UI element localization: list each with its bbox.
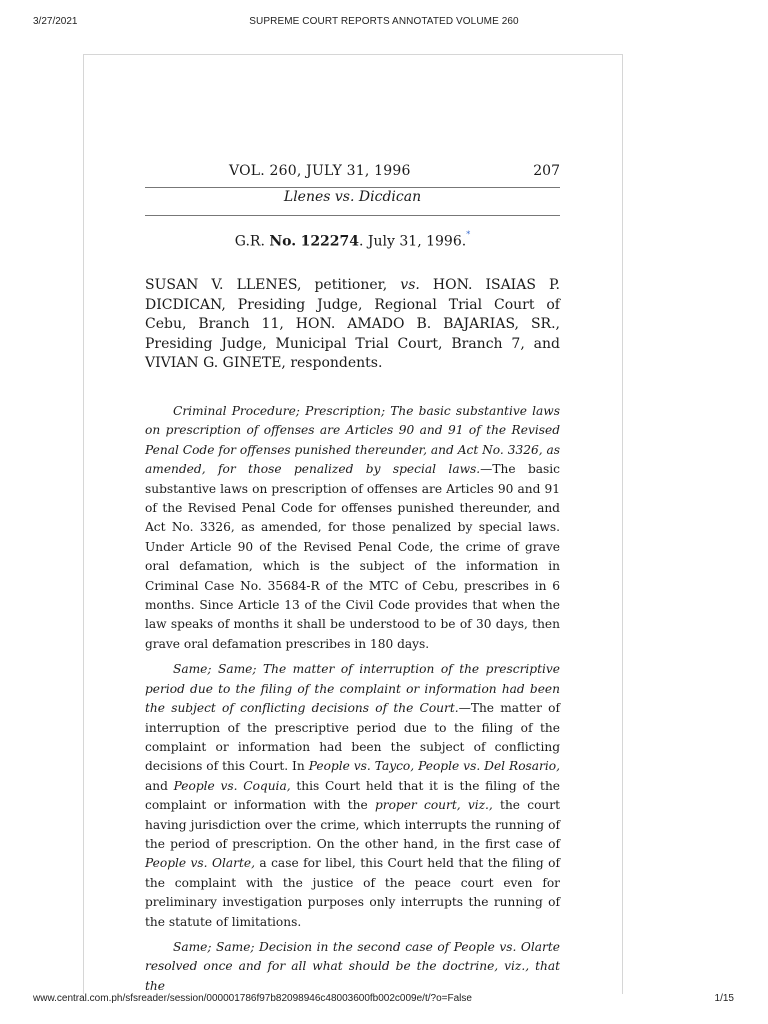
gr-date: . July 31, 1996. [359,233,467,250]
gr-prefix: G.R. [234,233,270,250]
versus: vs. [400,277,420,293]
print-url: www.central.com.ph/sfsreader/session/000001786f97b82098946c48003600fb002c009e/t/?o=False [33,993,472,1004]
syllabus-paragraph [145,402,560,654]
syllabus-text: and [145,778,174,793]
syllabus-text: —The matter of interruption of the prescriptive period due to the filing of the complaint or information had been the subject of conflicting decisions of this Court. In [145,701,560,774]
syllabus-keywords: Same; Same; The matter of interruption of the prescriptive period due to the filing of the complaint or information had been the subject of conflicting decisions of the Court. [145,662,560,716]
gr-no-label: No. [269,233,297,250]
print-title: SUPREME COURT REPORTS ANNOTATED VOLUME 260 [249,16,519,27]
syllabus-keywords: Same; Same; Decision in the second case of People vs. Olarte resolved once and for all what should be the doctrine, viz., that the [145,939,560,993]
syllabus-text: this Court held that it is the filing of the complaint or information with the [145,778,561,813]
print-footer [0,993,768,1007]
case-parties [145,276,560,374]
page-number: 207 [533,163,560,179]
syllabus-text: the court having jurisdiction over the crime, which interrupts the running of the period of prescription. On the other hand, in the first case of [145,798,560,851]
print-page-count: 1/15 [714,993,734,1004]
print-header [0,16,768,30]
header-rule-top [145,187,560,188]
case-citation: People vs. Olarte, [145,856,255,871]
syllabus-text: —The basic substantive laws on prescription of offenses are Articles 90 and 91 of the Revised Penal Code for offenses punished thereunder, and Act No. 3326, as amended, for those penalized by special laws. Under Article 90 of the Revised Penal Code, the crime of grave oral defamation, which is the subject of the information in Criminal Case No. 35684-R of the MTC of Cebu, prescribes in 6 months. Since Article 13 of the Civil Code provides that when the law speaks of months it shall be understood to be of 30 days, then grave oral defamation prescribes in 180 days. [145,462,560,651]
syllabus-keywords: Criminal Procedure; Prescription; The basic substantive laws on prescription of offenses are Articles 90 and 91 of the Revised Penal Code for offenses punished thereunder, and Act No. 3326, as amended, for those penalized by special laws. [145,404,560,477]
respondents: HON. ISAIAS P. DICDICAN, Presiding Judge, Regional Trial Court of Cebu, Branch 11, HON. AMADO B. BAJARIAS, SR., Presiding Judge, Municipal Trial Court, Branch 7, and VIVIAN G. GINETE, respondents. [145,277,560,371]
syllabus-paragraph [145,660,560,932]
print-date: 3/27/2021 [33,16,78,27]
emphasis: proper court, viz., [374,798,493,813]
petitioner: SUSAN V. LLENES, petitioner, [145,277,401,293]
case-citation: People vs. Tayco, People vs. Del Rosario, [308,759,560,774]
case-citation: People vs. Coquia, [173,778,291,793]
case-short-title: Llenes vs. Dicdican [283,189,422,205]
syllabus [145,402,560,1002]
volume-date: VOL. 260, JULY 31, 1996 [229,163,411,179]
header-rule-bottom [145,215,560,216]
syllabus-text: a case for libel, this Court held that the filing of the complaint with the justice of the peace court even for preliminary investigation purposes only interrupts the running of the statute of limitations. [145,856,561,929]
syllabus-paragraph [145,938,560,996]
gr-number-line [145,230,560,250]
running-head [145,163,560,185]
gr-number: 122274 [300,233,360,250]
footnote-link[interactable]: * [466,230,471,239]
